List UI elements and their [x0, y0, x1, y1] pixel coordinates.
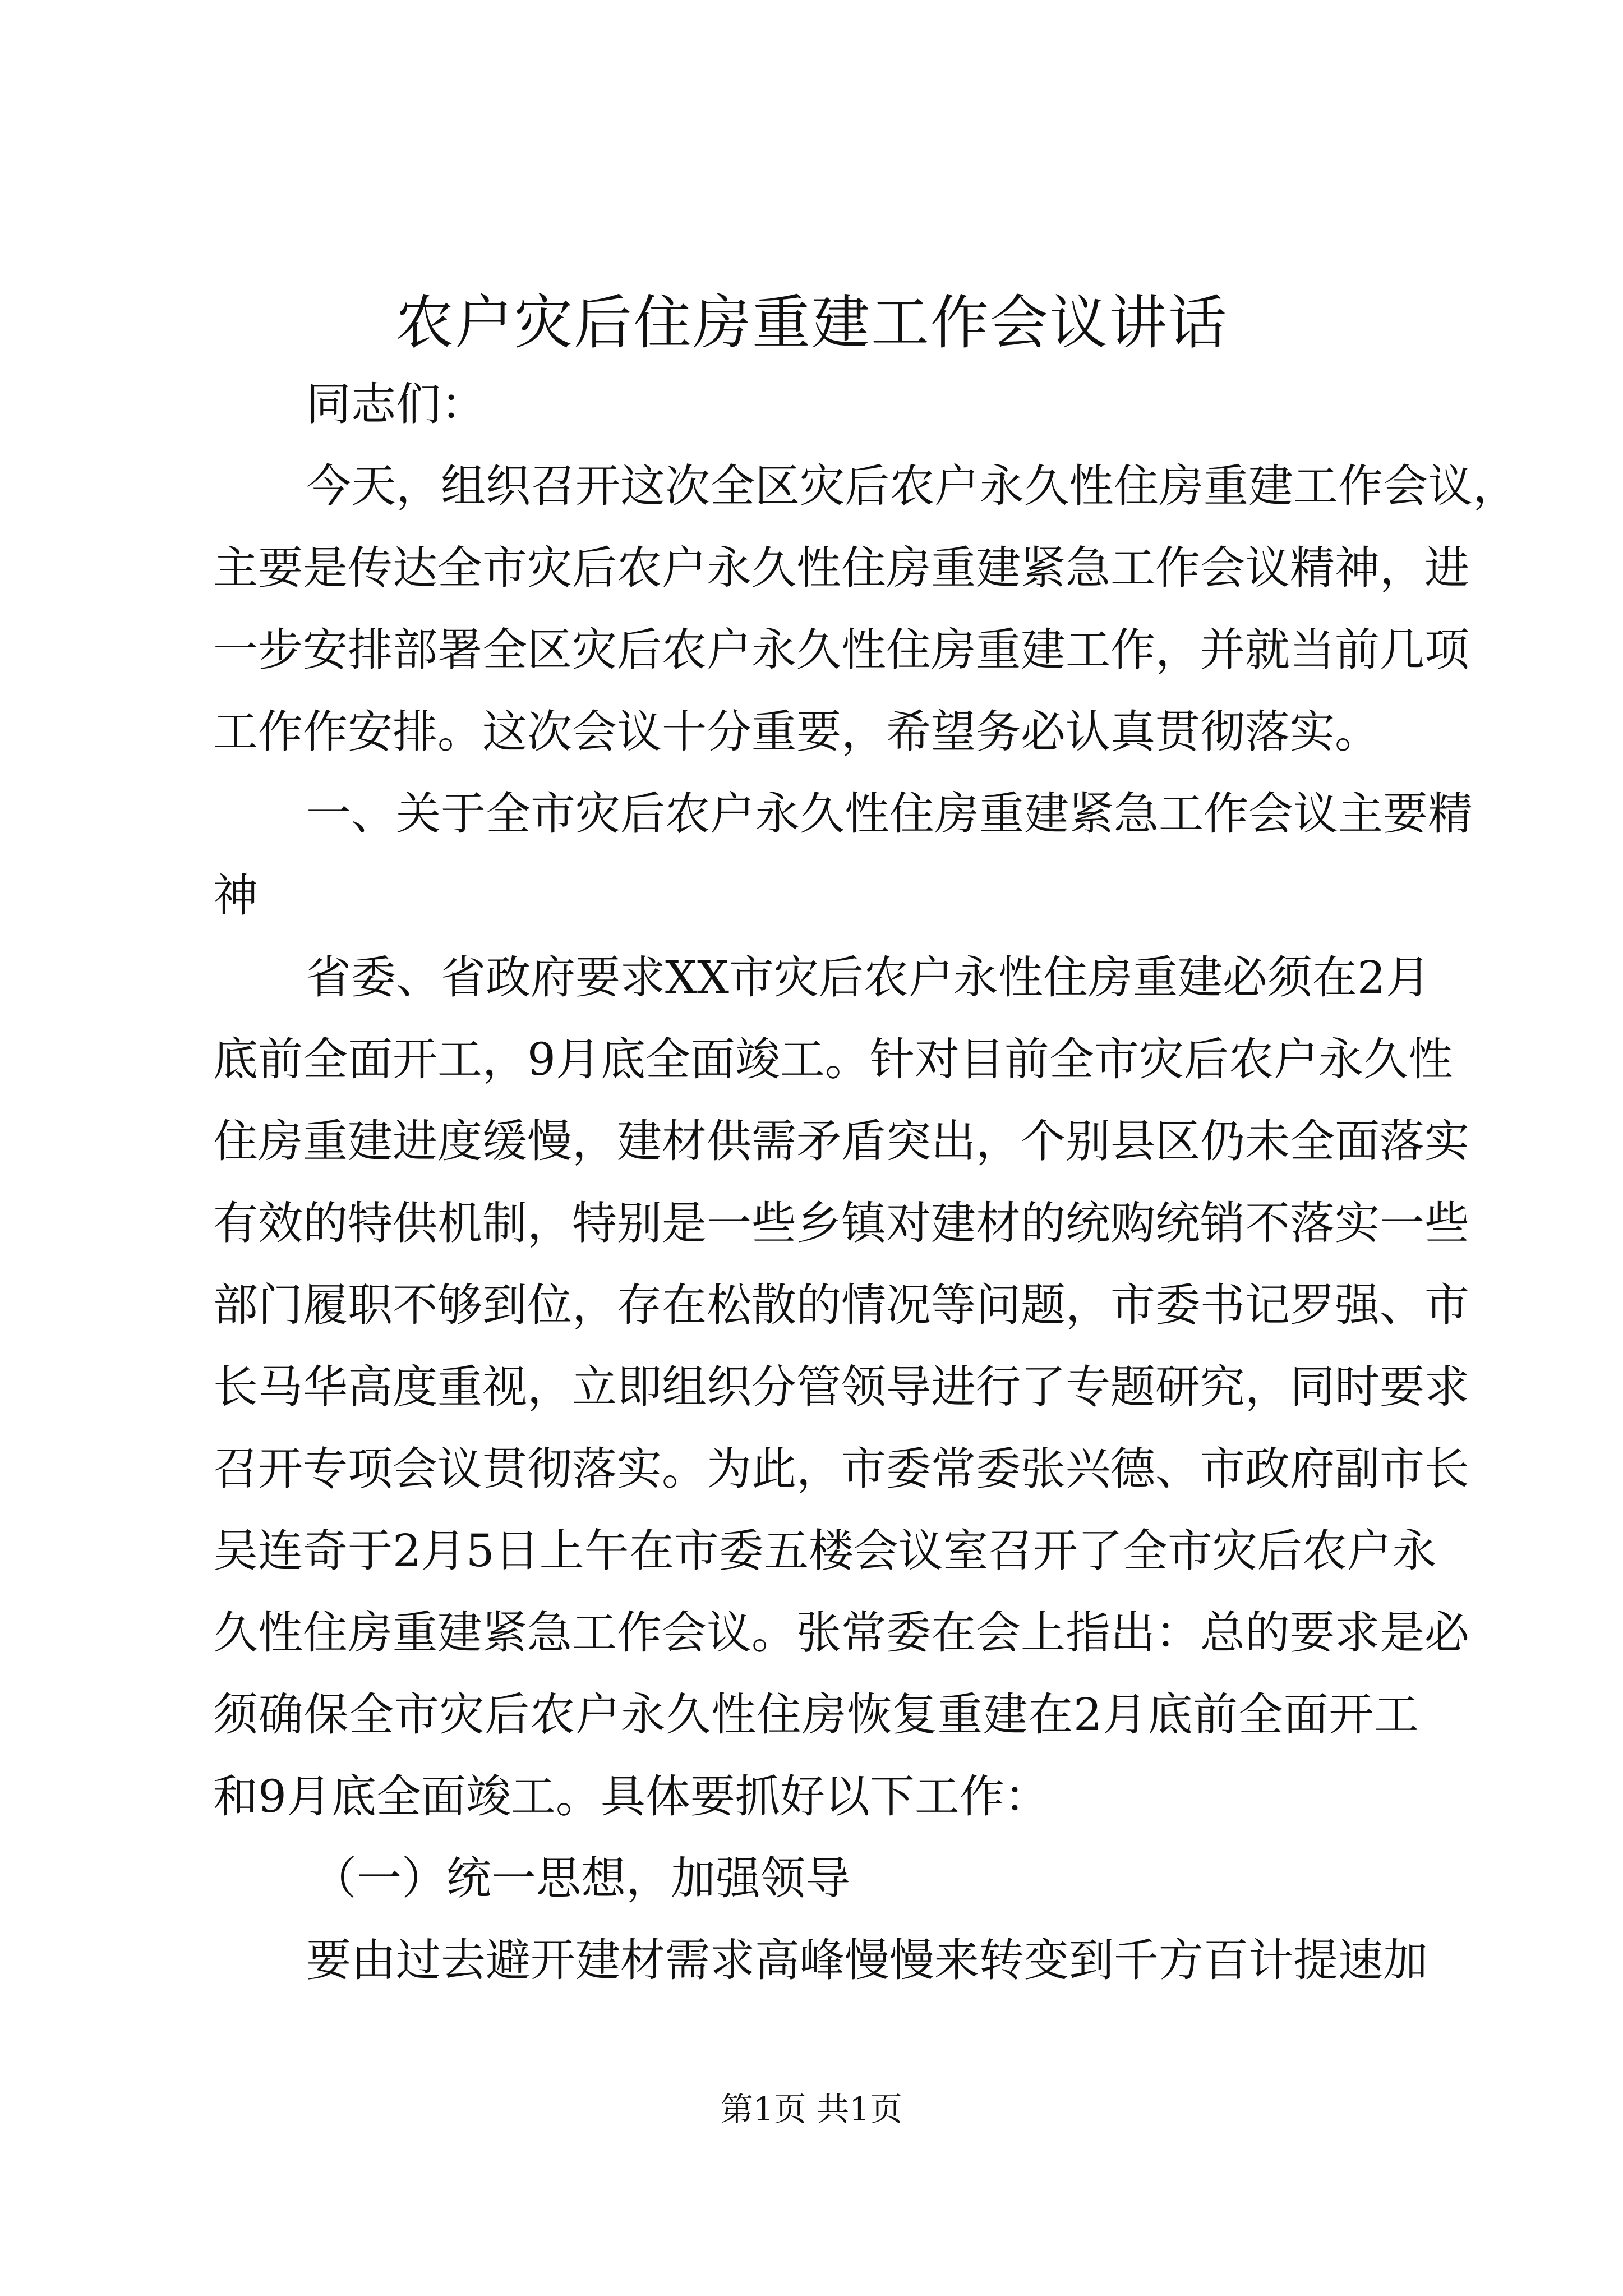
- salutation-line: 同志们：: [306, 378, 486, 430]
- paragraph-line: 须确保全市灾后农户永久性住房恢复重建在2月底前全面开工: [213, 1688, 1419, 1741]
- document-title: 农户灾后住房重建工作会议讲话: [395, 288, 1228, 357]
- subsection-heading-line: （一）统一思想，加强领导: [312, 1852, 850, 1904]
- document-body: [213, 364, 1518, 2001]
- page-footer: 第1页 共1页: [720, 2090, 903, 2128]
- section-heading-line: 神: [213, 869, 258, 922]
- paragraph-line: 省委、省政府要求XX市灾后农户永性住房重建必须在2月: [306, 951, 1431, 1004]
- paragraph-line: 要由过去避开建材需求高峰慢慢来转变到千方百计提速加: [306, 1934, 1428, 1986]
- paragraph-line: 吴连奇于2月5日上午在市委五楼会议室召开了全市灾后农户永: [213, 1525, 1437, 1577]
- paragraph-line: 工作作安排。这次会议十分重要，希望务必认真贯彻落实。: [213, 706, 1380, 758]
- paragraph-line: 今天，组织召开这次全区灾后农户永久性住房重建工作会议，: [306, 460, 1518, 512]
- paragraph-line: 一步安排部署全区灾后农户永久性住房重建工作，并就当前几项: [213, 624, 1469, 676]
- paragraph-line: 主要是传达全市灾后农户永久性住房重建紧急工作会议精神，进: [213, 542, 1469, 594]
- paragraph-line: 部门履职不够到位，存在松散的情况等问题，市委书记罗强、市: [213, 1279, 1469, 1331]
- paragraph-line: 召开专项会议贯彻落实。为此，市委常委张兴德、市政府副市长: [213, 1443, 1469, 1495]
- paragraph-line: 久性住房重建紧急工作会议。张常委在会上指出：总的要求是必: [213, 1607, 1469, 1659]
- paragraph-line: 有效的特供机制，特别是一些乡镇对建材的统购统销不落实一些: [213, 1197, 1469, 1249]
- section-heading-line: 一、关于全市灾后农户永久性住房重建紧急工作会议主要精: [306, 788, 1473, 840]
- paragraph-line: 住房重建进度缓慢，建材供需矛盾突出，个别县区仍未全面落实: [213, 1115, 1469, 1167]
- paragraph-line: 和9月底全面竣工。具体要抓好以下工作：: [213, 1770, 1049, 1823]
- paragraph-line: 长马华高度重视，立即组织分管领导进行了专题研究，同时要求: [213, 1361, 1469, 1413]
- paragraph-line: 底前全面开工，9月底全面竣工。针对目前全市灾后农户永久性: [213, 1033, 1453, 1085]
